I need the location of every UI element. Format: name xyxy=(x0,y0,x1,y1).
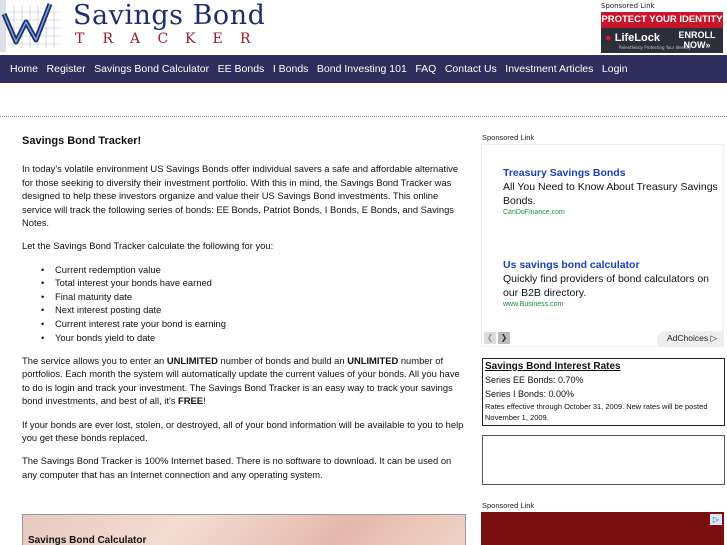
banner-brand xyxy=(605,32,660,44)
logo-title: Savings Bond xyxy=(73,0,266,31)
unlimited-paragraph xyxy=(22,354,467,408)
nav-bond-investing-101[interactable]: Bond Investing 101 xyxy=(316,63,407,75)
text-segment: number of portfolios. Each month the system will automatically update the current values of your bonds. All you have to do is login and track your investment. The Savings Bond Tracker is an easy way to track your savings bond investments, and best of all, it's xyxy=(22,354,460,407)
calculator-title: Savings Bond Calculator xyxy=(28,535,147,545)
ad-description: Quickly find providers of bond calculators on our B2B directory. xyxy=(503,273,710,299)
intro-paragraph: In today's volatile environment US Savings Bonds offer individual savers a safe and affordable alternative for those seeking to diversify their investment portfolio. With this in mind, the Savings Bond Tracker was designed to help these investors organize and value their US Savings Bond investments. This online service will track the following series of bonds: EE Bonds, Patriot Bonds, I Bonds, E Bonds, and Savings Notes. xyxy=(22,163,459,229)
feature-list xyxy=(41,263,467,345)
adchoices-label: AdChoices xyxy=(666,333,709,343)
page-title: Savings Bond Tracker! xyxy=(22,135,142,147)
logo-icon[interactable] xyxy=(0,0,64,52)
nav-register[interactable]: Register xyxy=(46,63,86,75)
logo-letter: T xyxy=(75,31,85,47)
emphasis-free: FREE xyxy=(178,395,204,407)
ad-url[interactable]: www.Business.com xyxy=(503,301,564,308)
emphasis-unlimited: UNLIMITED xyxy=(347,354,399,366)
list-item: • Next interest posting date xyxy=(41,303,467,317)
logo-letter: R xyxy=(102,31,114,47)
text-ad-unit xyxy=(481,144,724,347)
i-rate: Series I Bonds: 0.00% xyxy=(485,389,575,399)
sponsored-label: Sponsored Link xyxy=(482,133,535,142)
main-content xyxy=(22,135,467,491)
ad-title-link[interactable]: Us savings bond calculator xyxy=(503,259,640,271)
ad-url[interactable]: CanDoFinance.com xyxy=(503,209,565,216)
list-item: • Total interest your bonds have earned xyxy=(41,276,467,290)
text-segment: The service allows you to enter an xyxy=(22,354,167,366)
empty-widget xyxy=(482,435,725,485)
text-ad[interactable] xyxy=(503,166,718,218)
text-segment: ! xyxy=(203,395,206,407)
ee-rate: Series EE Bonds: 0.70% xyxy=(485,375,584,385)
banner-enroll-button[interactable] xyxy=(675,30,719,50)
display-ad[interactable] xyxy=(481,512,724,545)
logo-letter: R xyxy=(240,31,251,47)
logo-letter: E xyxy=(212,31,223,47)
lost-bonds-paragraph: If your bonds are ever lost, stolen, or destroyed, all of your bond information will be available to you to help you get these bonds replaced. xyxy=(22,418,464,444)
list-item: • Final maturity date xyxy=(41,290,467,304)
banner-tagline: Relentlessly Protecting Your Identity xyxy=(619,45,691,50)
calculator-panel[interactable] xyxy=(22,514,466,545)
logo-letter: K xyxy=(185,31,196,47)
chevron-left-icon[interactable]: ❮ xyxy=(484,332,496,344)
nav-ee-bonds[interactable]: EE Bonds xyxy=(217,63,265,75)
nav-home[interactable]: Home xyxy=(10,63,39,75)
nav-contact-us[interactable]: Contact Us xyxy=(444,63,497,75)
ad-pager xyxy=(484,332,510,344)
logo-letter: C xyxy=(157,31,169,47)
list-item: • Current interest rate your bond is earning xyxy=(41,317,467,331)
lifelock-banner-ad[interactable] xyxy=(601,12,723,53)
text-segment: number of bonds and build an xyxy=(217,354,348,366)
logo-letter: A xyxy=(130,31,141,47)
enroll-line-2: NOW» xyxy=(683,40,711,50)
sponsored-label: Sponsored Link xyxy=(601,2,655,10)
nav-investment-articles[interactable]: Investment Articles xyxy=(505,63,594,75)
site-header xyxy=(0,0,727,55)
divider xyxy=(0,116,727,117)
adchoices-icon: ▷ xyxy=(710,333,717,343)
ad-title-link[interactable]: Treasury Savings Bonds xyxy=(503,167,626,179)
nav-login[interactable]: Login xyxy=(601,63,628,75)
internet-based-paragraph: The Savings Bond Tracker is 100% Internet based. There is no software to download. It can be used on any computer that has an Internet connection and any operating system. xyxy=(22,455,452,480)
emphasis-unlimited: UNLIMITED xyxy=(166,354,218,366)
banner-brand-text: LifeLock xyxy=(614,32,660,44)
nav-savings-bond-calculator[interactable]: Savings Bond Calculator xyxy=(94,63,210,75)
banner-headline: PROTECT YOUR IDENTITY xyxy=(601,12,723,28)
rates-title-link[interactable]: Savings Bond Interest Rates xyxy=(485,361,621,372)
rates-note: Rates effective through October 31, 2009. New rates will be posted November 1, 2009. xyxy=(485,402,708,422)
enroll-line-1: ENROLL xyxy=(678,30,716,40)
adchoices-button[interactable] xyxy=(657,331,723,346)
interest-rates-panel xyxy=(482,358,725,426)
nav-i-bonds[interactable]: I Bonds xyxy=(272,63,309,75)
text-ad[interactable] xyxy=(503,258,718,310)
sponsored-label: Sponsored Link xyxy=(482,501,535,510)
list-item: • Current redemption value xyxy=(41,263,467,277)
lifelock-icon: ● xyxy=(605,32,612,44)
chevron-right-icon[interactable]: ❯ xyxy=(498,332,510,344)
nav-faq[interactable]: FAQ xyxy=(415,63,437,75)
logo-subtitle xyxy=(75,31,268,47)
calc-intro-paragraph: Let the Savings Bond Tracker calculate the following for you: xyxy=(22,240,274,252)
ad-info-icon[interactable]: ▷ xyxy=(710,514,722,525)
main-nav xyxy=(0,55,727,83)
ad-description: All You Need to Know About Treasury Savings Bonds. xyxy=(503,181,718,207)
list-item: • Your bonds yield to date xyxy=(41,331,467,345)
